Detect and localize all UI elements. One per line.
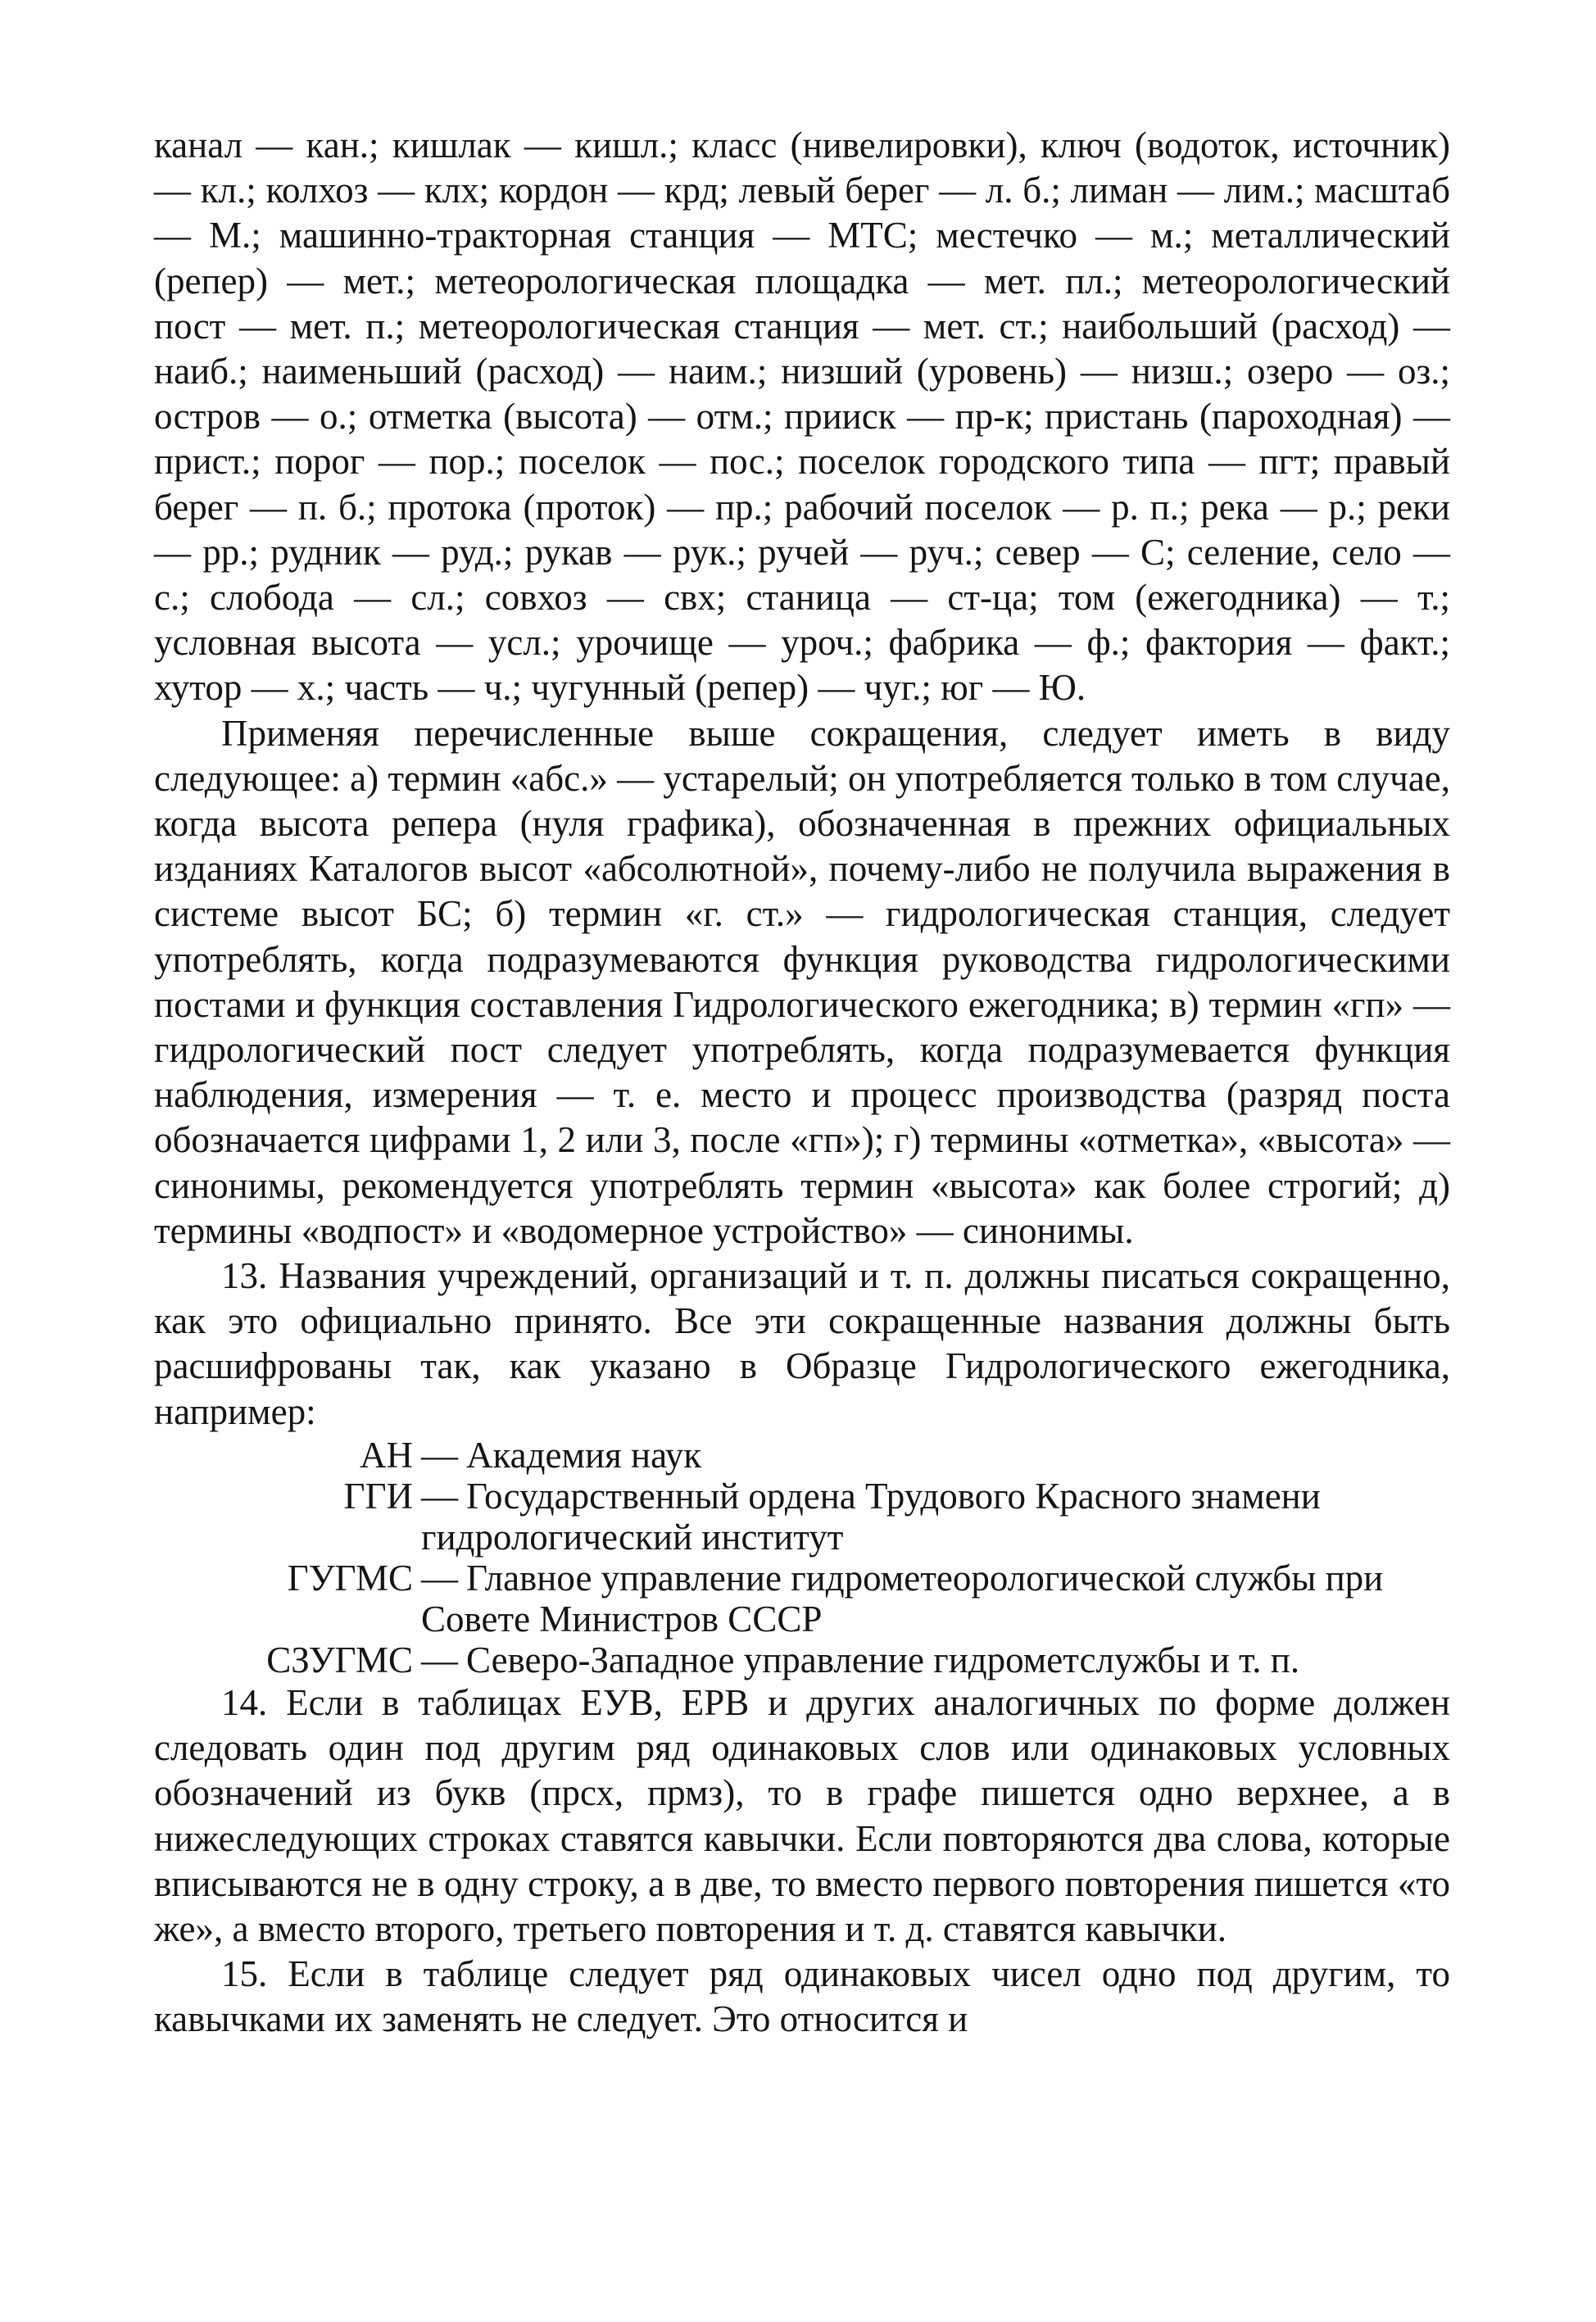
org-definition (421, 1558, 1450, 1639)
dash-separator: — (421, 1434, 458, 1476)
dash-separator: — (421, 1557, 458, 1599)
item-14-paragraph: 14. Если в таблицах ЕУВ, ЕРВ и других аналогичных по форме должен следовать один под другим ряд одинаковых слов или одинаковых условных обозначений из букв (прсх, прмз), то в графе пишется одно верхнее, а в нижеследующих строках ставятся кавычки. Если повторяются два слова, которые вписываются не в одну строку, а в две, то вместо первого повторения пишется «то же», а вместо второго, третьего повторения и т. д. ставятся кавычки. (154, 1681, 1450, 1949)
dash-separator: — (421, 1475, 458, 1517)
item-15-paragraph: 15. Если в таблице следует ряд одинаковых чисел одно под другим, то кавычками их заменять не следует. Это относится и (154, 1953, 1450, 2040)
org-definition (421, 1435, 1450, 1476)
document-page (154, 123, 1450, 2043)
org-abbreviation: СЗУГМС (266, 1639, 413, 1680)
org-definition (421, 1476, 1450, 1558)
org-full-name: Академия наук (466, 1434, 702, 1476)
item-13-paragraph: 13. Названия учреждений, организаций и т. п. должны писаться сокращенно, как это официально принято. Все эти сокращенные названия должны быть расшифрованы так, как указано в Образце Гидрологического ежегодника, например: (154, 1255, 1450, 1432)
usage-notes-paragraph: Применяя перечисленные выше сокращения, следует иметь в виду следующее: а) термин «абс.» — устарелый; он употребляется только в том случае, когда высота репера (нуля графика), обозначенная в прежних официальных изданиях Каталогов высот «абсолютной», почему-либо не получила выражения в системе высот БС; б) термин «г. ст.» — гидрологическая станция, следует употреблять, когда подразумеваются функция руководства гидрологическими постами и функция составления Гидрологического ежегодника; в) термин «гп» — гидрологический пост следует употреблять, когда подразумевается функция наблюдения, измерения — т. е. место и процесс производства (разряд поста обозначается цифрами 1, 2 или 3, после «гп»); г) термины «отметка», «высота» — синонимы, рекомендуется употреблять термин «высота» как более строгий; д) термины «водпост» и «водомерное устройство» — синонимы. (154, 712, 1451, 1251)
org-full-name: Государственный ордена Трудового Красного знамени гидрологический институт (421, 1475, 1321, 1558)
organizations-abbreviation-table (154, 1435, 1450, 1680)
org-abbreviation: ГУГМС (287, 1557, 413, 1599)
org-definition (421, 1639, 1450, 1680)
abbreviations-list-paragraph: канал — кан.; кишлак — кишл.; класс (нивелировки), ключ (водоток, источник) — кл.; колхоз — клх; кордон — крд; левый берег — л. б.; лиман — лим.; масштаб — М.; машинно-тракторная станция — МТС; местечко — м.; металлический (репер) — мет.; метеорологическая площадка — мет. пл.; метеорологический пост — мет. п.; метеорологическая станция — мет. ст.; наибольший (расход) — наиб.; наименьший (расход) — наим.; низший (уровень) — низш.; озеро — оз.; остров — о.; отметка (высота) — отм.; прииск — пр-к; пристань (пароходная) — прист.; порог — пор.; поселок — пос.; поселок городского типа — пгт; правый берег — п. б.; протока (проток) — пр.; рабочий поселок — р. п.; река — р.; реки — рр.; рудник — руд.; рукав — рук.; ручей — руч.; север — С; селение, село — с.; слобода — сл.; совхоз — свх; станица — ст-ца; том (ежегодника) — т.; условная высота — усл.; урочище — уроч.; фабрика — ф.; фактория — факт.; хутор — х.; часть — ч.; чугунный (репер) — чуг.; юг — Ю. (154, 125, 1450, 709)
org-abbreviation: ГГИ (343, 1475, 413, 1517)
org-abbreviation: АН (360, 1434, 413, 1476)
dash-separator: — (421, 1639, 458, 1680)
org-full-name: Северо-Западное управление гидрометслужбы и т. п. (466, 1639, 1300, 1680)
org-full-name: Главное управление гидрометеорологической службы при Совете Министров СССР (421, 1557, 1384, 1639)
